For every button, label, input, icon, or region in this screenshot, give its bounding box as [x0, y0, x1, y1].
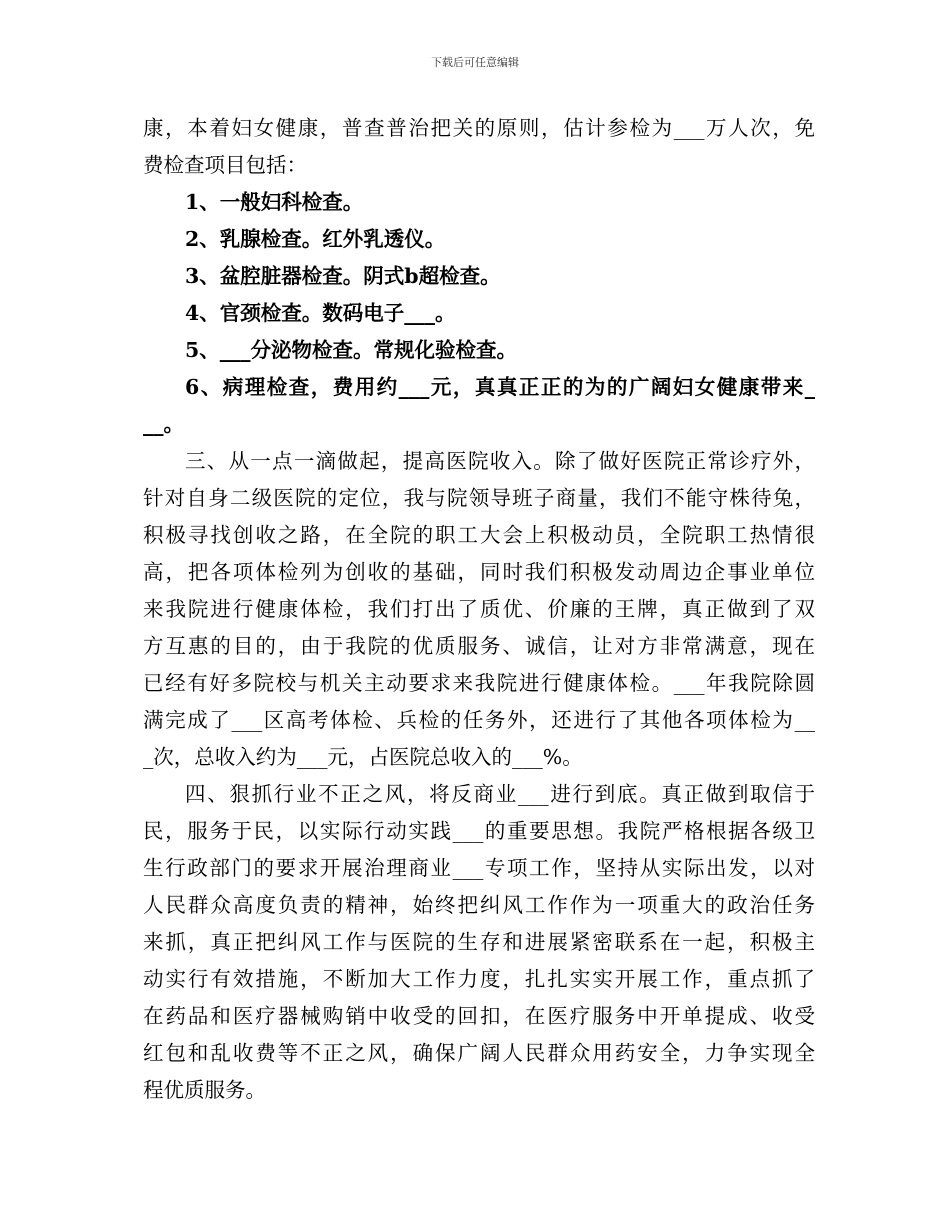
text-line: 6、病理检查，费用约___元，真真正正的为的广阔妇女健康带来_: [185, 375, 815, 399]
text-line: _次，总收入约为___元，占医院总收入的___%。: [143, 745, 583, 769]
text-line: 来我院进行健康体检，我们打出了质优、价廉的王牌，真正做到了双: [143, 597, 815, 621]
text-line: 三、从一点一滴做起，提高医院收入。除了做好医院正常诊疗外，: [185, 449, 815, 473]
text-line: 方互惠的目的，由于我院的优质服务、诚信，让对方非常满意，现在: [143, 634, 815, 658]
text-line: 3、盆腔脏器检查。阴式b超检查。: [185, 264, 501, 288]
text-line: 1、一般妇科检查。: [185, 190, 364, 214]
text-line: 积极寻找创收之路，在全院的职工大会上积极动员，全院职工热情很: [143, 523, 815, 547]
text-line: 民，服务于民，以实际行动实践___的重要思想。我院严格根据各级卫: [143, 819, 815, 843]
text-line: 在药品和医疗器械购销中收受的回扣，在医疗服务中开单提成、收受: [143, 1004, 815, 1028]
document-body: [143, 110, 815, 1109]
text-line: 红包和乱收费等不正之风，确保广阔人民群众用药安全，力争实现全: [143, 1041, 815, 1065]
text-line: 费检查项目包括：: [143, 153, 307, 177]
text-line: 四、狠抓行业不正之风，将反商业___进行到底。真正做到取信于: [185, 782, 815, 806]
text-line: 5、___分泌物检查。常规化验检查。: [185, 338, 518, 362]
text-line: 高，把各项体检列为创收的基础，同时我们积极发动周边企事业单位: [143, 560, 815, 584]
text-line: 已经有好多院校与机关主动要求来我院进行健康体检。___年我院除圆: [143, 671, 815, 695]
text-line: 4、官颈检查。数码电子___。: [185, 301, 456, 325]
text-line: __。: [143, 412, 184, 436]
text-line: 人民群众高度负责的精神，始终把纠风工作作为一项重大的政治任务: [143, 893, 815, 917]
text-line: 动实行有效措施，不断加大工作力度，扎扎实实开展工作，重点抓了: [143, 967, 815, 991]
text-line: 来抓，真正把纠风工作与医院的生存和进展紧密联系在一起，积极主: [143, 930, 815, 954]
text-line: 2、乳腺检查。红外乳透仪。: [185, 227, 446, 251]
text-line: 生行政部门的要求开展治理商业___专项工作，坚持从实际出发，以对: [143, 856, 815, 880]
text-line: 满完成了___区高考体检、兵检的任务外，还进行了其他各项体检为__: [143, 708, 815, 732]
text-line: 康，本着妇女健康，普查普治把关的原则，估计参检为___万人次，免: [143, 116, 815, 140]
text-line: 针对自身二级医院的定位，我与院领导班子商量，我们不能守株待兔，: [143, 486, 815, 510]
text-line: 程优质服务。: [143, 1078, 266, 1102]
page-header: 下载后可任意编辑: [431, 56, 519, 69]
